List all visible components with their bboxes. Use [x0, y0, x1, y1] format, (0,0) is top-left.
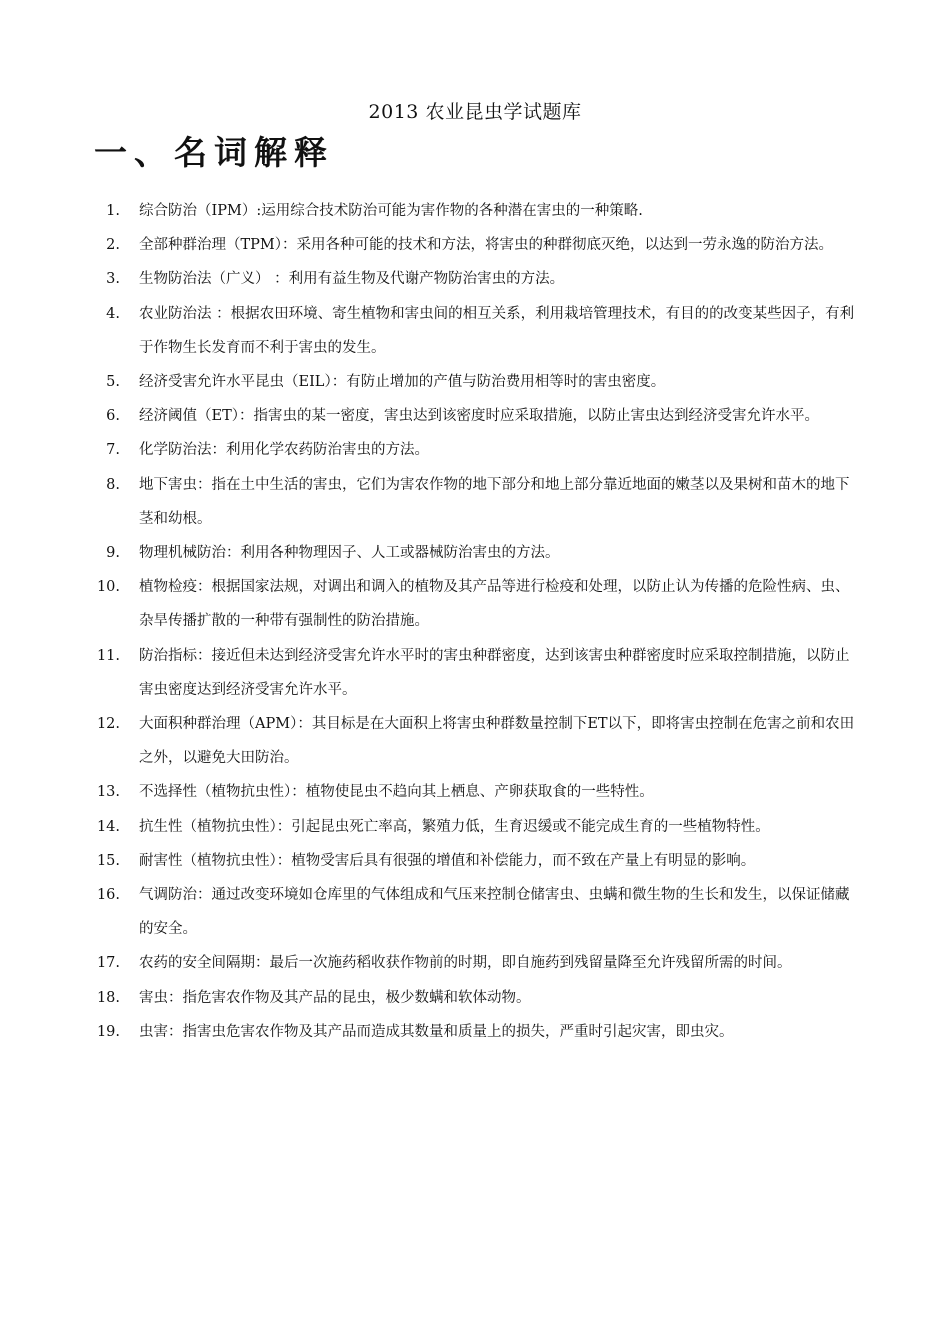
- item-number: 3.: [106, 271, 120, 288]
- item-number: 12.: [96, 716, 120, 733]
- item-number: 14.: [96, 818, 120, 835]
- list-item: [0, 775, 861, 809]
- item-number: 9.: [106, 545, 120, 562]
- section-heading: 一、名词解释: [94, 133, 334, 172]
- list-item: [0, 194, 861, 228]
- list-item: [0, 228, 861, 262]
- item-text: 农药的安全间隔期：最后一次施药稻收获作物前的时期，即自施药到残留量降至允许残留所需的时间。: [139, 955, 792, 972]
- item-text: 植物检疫：根据国家法规，对调出和调入的植物及其产品等进行检疫和处理，以防止认为传播的危险性病、虫、杂旱传播扩散的一种带有强制性的防治措施。: [139, 579, 850, 630]
- item-number: 5.: [106, 374, 120, 391]
- item-text: 生物防治法（广义） ：利用有益生物及代谢产物防治害虫的方法。: [139, 271, 565, 288]
- item-number: 8.: [106, 476, 120, 493]
- item-number: 6.: [106, 408, 120, 425]
- item-number: 10.: [96, 579, 120, 596]
- list-item: [0, 399, 861, 433]
- document-title: 2013 农业昆虫学试题库: [368, 101, 582, 123]
- item-text: 抗生性（植物抗虫性）：引起昆虫死亡率高，繁殖力低，生育迟缓或不能完成生育的一些植物特性。: [139, 818, 770, 835]
- list-item: [0, 946, 861, 980]
- item-number: 1.: [106, 203, 120, 219]
- item-text: 气调防治：通过改变环境如仓库里的气体组成和气压来控制仓储害虫、虫螨和微生物的生长和发生，以保证储藏的安全。: [139, 887, 850, 938]
- list-item: [0, 878, 861, 946]
- list-item: [0, 639, 861, 707]
- list-item: [0, 570, 861, 638]
- list-item: [0, 536, 861, 570]
- item-number: 16.: [96, 887, 120, 904]
- item-text: 全部种群治理（TPM）：采用各种可能的技术和方法，将害虫的种群彻底灭绝，以达到一劳永逸的防治方法。: [139, 237, 834, 254]
- item-number: 11.: [96, 647, 120, 664]
- item-text: 大面积种群治理（APM）：其目标是在大面积上将害虫种群数量控制下ET以下，即将害虫控制在危害之前和农田之外，以避免大田防治。: [139, 716, 855, 767]
- list-item: [0, 981, 861, 1015]
- item-text: 经济阈值（ET）：指害虫的某一密度，害虫达到该密度时应采取措施，以防止害虫达到经济受害允许水平。: [139, 408, 820, 425]
- item-number: 2.: [106, 237, 120, 254]
- item-number: 4.: [106, 305, 120, 322]
- item-text: 防治指标：接近但未达到经济受害允许水平时的害虫种群密度，达到该害虫种群密度时应采取控制措施，以防止害虫密度达到经济受害允许水平。: [139, 647, 850, 698]
- item-text: 综合防治（IPM）:运用综合技术防治可能为害作物的各种潜在害虫的一种策略.: [139, 203, 643, 219]
- list-item: [0, 468, 861, 536]
- list-item: [0, 810, 861, 844]
- item-text: 害虫：指危害农作物及其产品的昆虫，极少数螨和软体动物。: [139, 989, 531, 1006]
- item-text: 虫害：指害虫危害农作物及其产品而造成其数量和质量上的损失，严重时引起灾害，即虫灾。: [139, 1023, 734, 1040]
- list-item: [0, 844, 861, 878]
- term-definition-list: [0, 194, 950, 1049]
- list-item: [0, 433, 861, 467]
- item-number: 7.: [106, 442, 120, 459]
- item-number: 17.: [96, 955, 120, 972]
- list-item: [0, 297, 861, 365]
- item-number: 18.: [96, 989, 120, 1006]
- item-text: 农业防治法 ：根据农田环境、寄生植物和害虫间的相互关系，利用栽培管理技术，有目的的改变某些因子，有利于作物生长发育而不利于害虫的发生。: [139, 305, 855, 356]
- list-item: [0, 1015, 861, 1049]
- item-text: 化学防治法：利用化学农药防治害虫的方法。: [139, 442, 429, 459]
- item-text: 经济受害允许水平昆虫（EIL）：有防止增加的产值与防治费用相等时的害虫密度。: [139, 374, 666, 391]
- item-text: 不选择性（植物抗虫性）：植物使昆虫不趋向其上栖息、产卵获取食的一些特性。: [139, 784, 654, 801]
- list-item: [0, 707, 861, 775]
- list-item: [0, 262, 861, 296]
- item-number: 13.: [96, 784, 120, 801]
- item-number: 19.: [96, 1023, 120, 1040]
- item-number: 15.: [96, 852, 120, 869]
- item-text: 物理机械防治：利用各种物理因子、人工或器械防治害虫的方法。: [139, 545, 560, 562]
- item-text: 耐害性（植物抗虫性）：植物受害后具有很强的增值和补偿能力，而不致在产量上有明显的影响。: [139, 852, 756, 869]
- item-text: 地下害虫：指在土中生活的害虫，它们为害农作物的地下部分和地上部分靠近地面的嫩茎以及果树和苗木的地下茎和幼根。: [139, 476, 850, 527]
- list-item: [0, 365, 861, 399]
